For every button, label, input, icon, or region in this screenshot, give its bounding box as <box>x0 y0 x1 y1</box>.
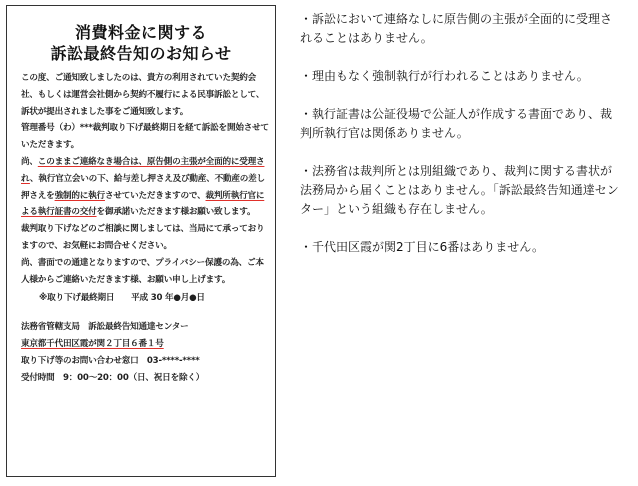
notice-title-line2: 訴訟最終告知のお知らせ <box>50 44 232 63</box>
notice-body <box>21 70 269 386</box>
note-item: ・理由もなく強制執行が行われることはありません。 <box>300 69 589 83</box>
warning-lead: 尚、 <box>21 156 38 167</box>
notice-title <box>7 22 275 64</box>
notice-para-warning <box>21 154 269 221</box>
explanation-notes <box>300 10 620 276</box>
note-item: ・訴訟において連絡なしに原告側の主張が全面的に受理されることはありません。 <box>300 12 613 45</box>
warning-deed-underlined: 裁判所執行官による執行証書の交付 <box>21 190 265 218</box>
notice-org: 法務省管轄支局 訴訟最終告知通達センター <box>21 322 189 333</box>
notice-address <box>21 336 269 353</box>
notice-hours: 受付時間 9：00～20：00（日、祝日を除く） <box>21 372 205 383</box>
notice-title-line1: 消費料金に関する <box>74 23 207 42</box>
deadline-value: 平成 30 年●月●日 <box>131 293 205 304</box>
notice-para-consult: 裁判取り下げなどのご相談に関しましては、当局にて承っておりますので、お気軽にお問合せください。 <box>21 224 265 251</box>
note-item: ・千代田区霞が関2丁目に6番はありません。 <box>300 240 544 254</box>
notice-para-privacy: 尚、書面での通達となりますので、プライバシー保護の為、ご本人様からご連絡いただきます様、お願い申し上げます。 <box>21 257 264 285</box>
note-item: ・執行証書は公証役場で公証人が作成する書面であり、裁判所執行官は関係ありません。 <box>300 107 613 140</box>
notice-deadline <box>21 290 269 307</box>
scam-notice-image <box>6 5 276 477</box>
deadline-label: ※取り下げ最終期日 <box>39 293 115 304</box>
warning-connector: させていただきますので、 <box>104 190 206 201</box>
note-item: ・法務省は裁判所とは別組織であり、裁判に関する書状が法務局から届くことはありません。「訴訟最終告知通達センター」という組織も存在しません。 <box>300 164 619 216</box>
warning-enforcement-underlined: 強制的に執行 <box>54 190 105 201</box>
notice-contact: 取り下げ等のお問い合わせ窓口 03-****-**** <box>21 355 200 366</box>
warning-claim-underlined: このままご連絡なき場合は、原告側の主張が全面的に受理され <box>21 156 265 184</box>
notice-para-case-number: 管理番号（わ）***裁判取り下げ最終期日を経て訴訟を開始させていただきます。 <box>21 123 269 151</box>
warning-seizure: 、執行官立会いの下、給与差し押さえ及び動産、不動産の差し押さえを <box>21 173 265 201</box>
address-underlined: 東京都千代田区霞が関２丁目６番１号 <box>21 338 164 349</box>
warning-close: を御承諾いただきます様お願い致します。 <box>96 207 256 218</box>
notice-para-intro: この度、ご通知致しましたのは、貴方の利用されていた契約会社、もしくは運営会社側から契約不履行による民事訴訟として、訴状が提出されました事をご通知致します。 <box>21 73 265 117</box>
